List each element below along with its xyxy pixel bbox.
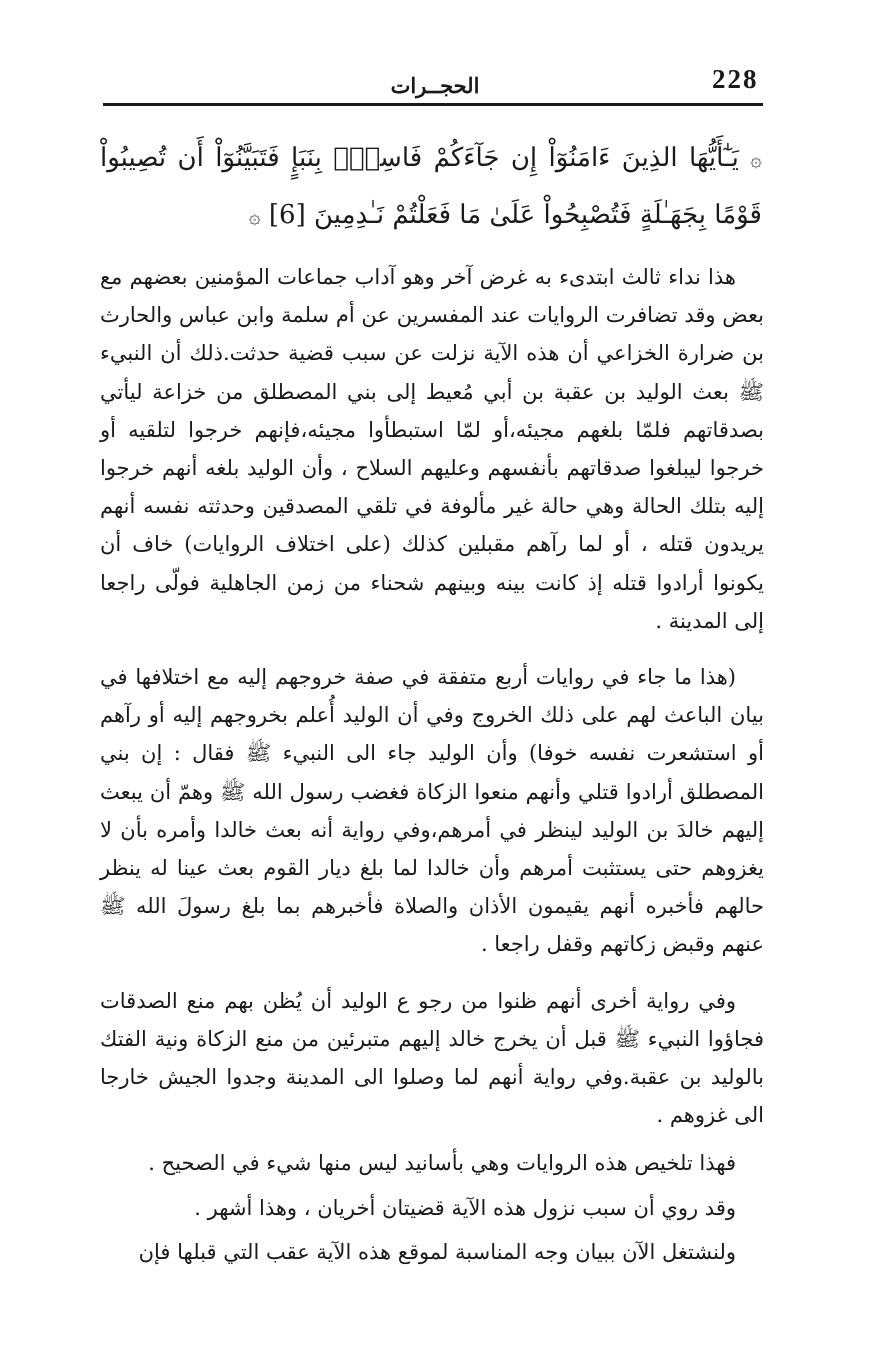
- paragraph: وفي رواية أخرى أنهم ظنوا من رجو ع الوليد أن يُظن بهم منع الصدقات فجاؤوا النبيء ﷺ قبل أن يخرج خالد إليهم متبرئين من منع الزكاة ونية الفتك بالوليد بن عقبة.وفي رواية أنهم لما وصلوا الى المدينة وجدوا الجيش خارجا الى غزوهم .: [100, 988, 764, 1128]
- paragraph: ولنشتغل الآن ببيان وجه المناسبة لموقع هذه الآية عقب التي قبلها فإن: [138, 1239, 736, 1264]
- verse-open-ornament: ۞: [750, 147, 762, 171]
- paragraph: فهذا تلخيص هذه الروايات وهي بأسانيد ليس منها شيء في الصحيح .: [148, 1151, 736, 1176]
- quran-verse: [100, 130, 762, 244]
- paragraph: هذا نداء ثالث ابتدىء به غرض آخر وهو آداب جماعات المؤمنين بعضهم مع بعض وقد تضافرت الروايات عند المفسرين عن أم سلمة وابن عباس والحارث بن ضرارة الخزاعي أن هذه الآية نزلت عن سبب قضية حدثت.ذلك أن النبيء ﷺ بعث الوليد بن عقبة بن أبي مُعيط إلى بني المصطلق من خزاعة ليأتي بصدقاتهم فلمّا بلغهم مجيئه،أو لمّا استبطأوا مجيئه،فإنهم خرجوا لتلقيه أو خرجوا ليبلغوا صدقاتهم بأنفسهم وعليهم السلاح ، وأن الوليد بلغه أنهم خرجوا إليه بتلك الحالة وهي حالة غير مألوفة في تلقي المصدقين وحدثته نفسه أنهم يريدون قتله ، أو لما رآهم مقبلين كذلك (على اختلاف الروايات) خاف أن يكونوا أرادوا قتله إذ كانت بينه وبينهم شحناء من زمن الجاهلية فولّى راجعا إلى المدينة .: [100, 265, 764, 633]
- verse-close-ornament: ۞: [248, 204, 261, 228]
- paragraph: (هذا ما جاء في روايات أربع متفقة في صفة خروجهم إليه مع اختلافها في بيان الباعث لهم على ذلك الخروج وفي أن الوليد أُعلم بخروجهم إليه أو رآهم أو استشعرت نفسه خوفا) وأن الوليد جاء الى النبيء ﷺ فقال : إن بني المصطلق أرادوا قتلي وأنهم منعوا الزكاة فغضب رسول الله ﷺ وهمّ أن يبعث إليهم خالدَ بن الوليد لينظر في أمرهم،وفي رواية أنه بعث خالدا وأمره بأن لا يغزوهم حتى يستثبت أمرهم وأن خالدا لما بلغ ديار القوم بعث عينا له ينظر حالهم فأخبره أنهم يقيمون الأذان والصلاة فأخبرهم بما بلغ رسولَ الله ﷺ عنهم وقبض زكاتهم وقفل راجعا .: [100, 665, 764, 957]
- page-number: 228: [712, 64, 759, 94]
- header-divider: [103, 103, 763, 106]
- verse-text: يَـٰٓأَيُّهَا الذِينَ ءَامَنُوٓاْ إِن جَآءَكُمْ فَاسِقُۢ بِنَبَإٍ فَتَبَيَّنُوٓاْ أَن تُصِيبُواْ قَوْمًا بِجَهَـٰلَةٍ فَتُصْبِحُواْ عَلَىٰ مَا فَعَلْتُمْ نَـٰدِمِينَ: [100, 143, 762, 230]
- running-title: الحجــرات: [390, 73, 480, 98]
- commentary-body: [100, 258, 764, 1271]
- paragraph: وقد روي أن سبب نزول هذه الآية قضيتان أخريان ، وهذا أشهر .: [194, 1195, 736, 1220]
- verse-number: [6]: [268, 200, 306, 230]
